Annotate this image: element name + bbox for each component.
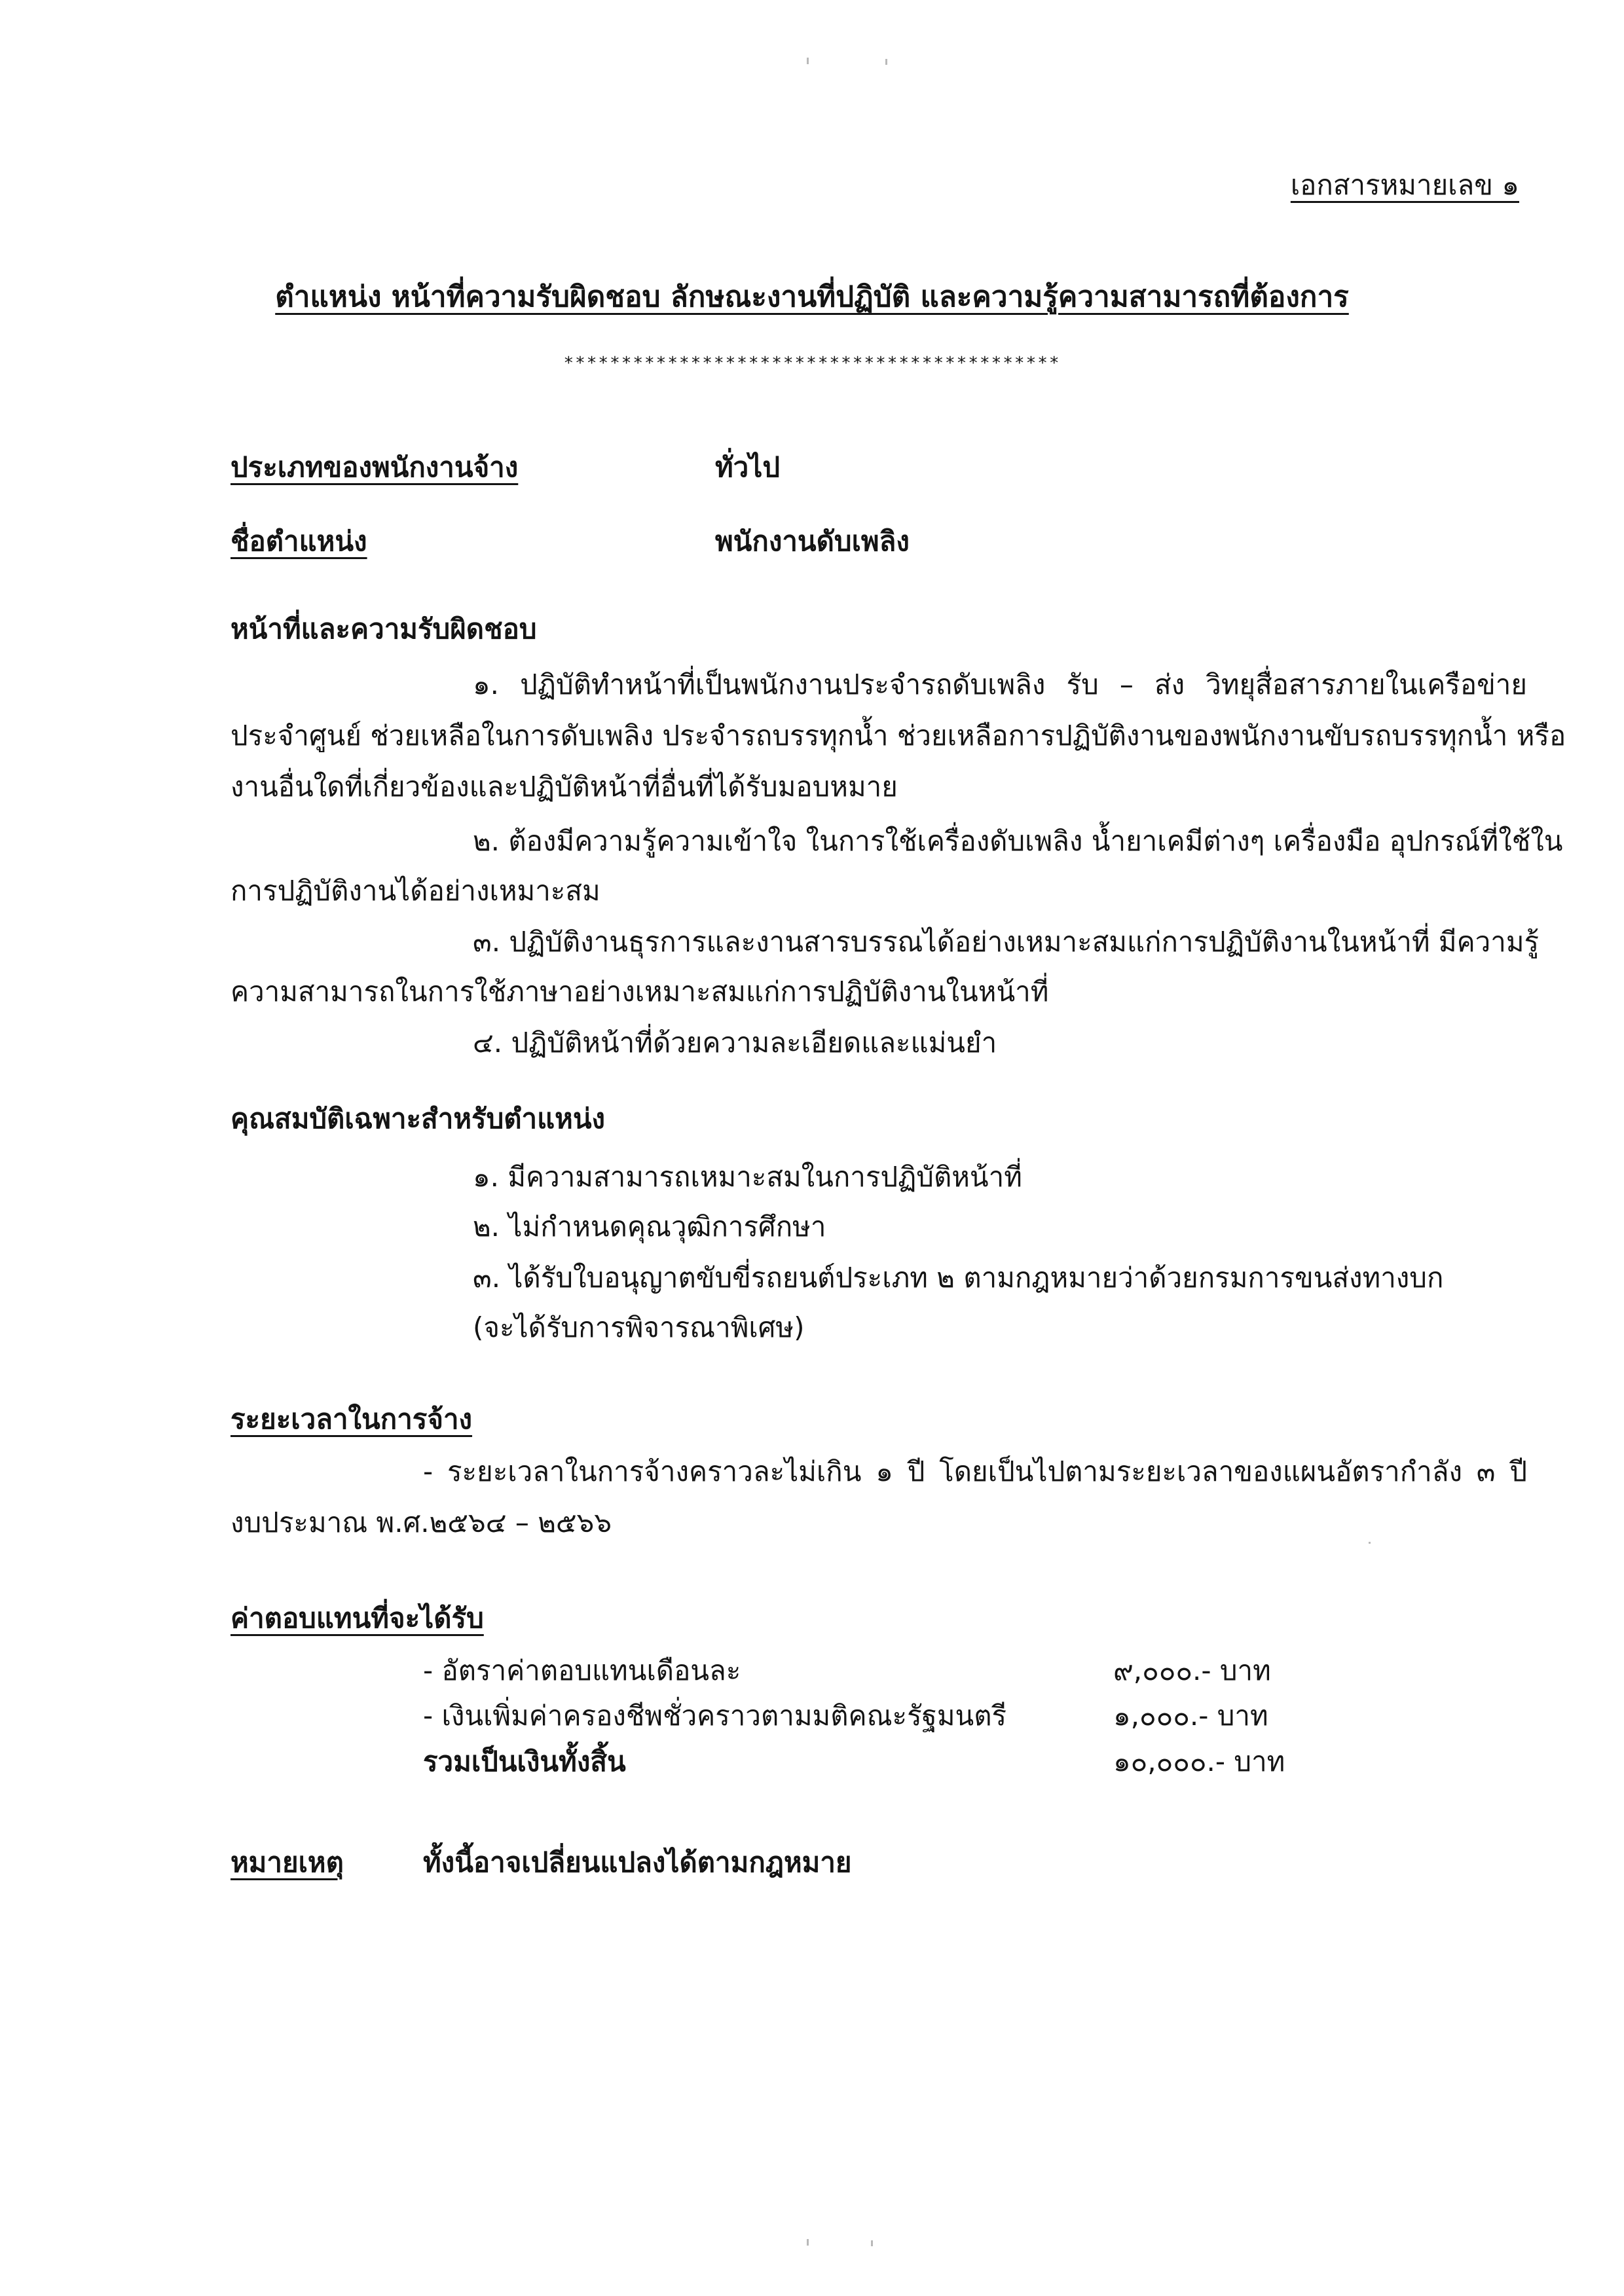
scan-speck	[1369, 1542, 1371, 1544]
scan-speck	[807, 2239, 809, 2246]
compensation-row-1-amount: ๙,๐๐๐.- บาท	[1113, 1654, 1271, 1686]
compensation-row-2-label: - เงินเพิ่มค่าครองชีพชั่วคราวตามมติคณะรัฐมนตรี	[423, 1700, 1007, 1732]
duty-item-3-line-1: ๓. ปฏิบัติงานธุรการและงานสารบรรณได้อย่างเหมาะสมแก่การปฏิบัติงานในหน้าที่ มีความรู้	[473, 926, 1540, 958]
duty-item-4: ๔. ปฏิบัติหน้าที่ด้วยความละเอียดและแม่นยำ	[473, 1027, 997, 1059]
compensation-total-amount: ๑๐,๐๐๐.- บาท	[1113, 1745, 1285, 1777]
scan-speck	[871, 2240, 873, 2246]
compensation-row-2-amount: ๑,๐๐๐.- บาท	[1113, 1700, 1268, 1732]
page-title: ตำแหน่ง หน้าที่ความรับผิดชอบ ลักษณะงานที่ปฏิบัติ และความรู้ความสามารถที่ต้องการ	[275, 280, 1349, 314]
scan-speck	[885, 59, 887, 65]
doc-number: เอกสารหมายเลข ๑	[1290, 169, 1519, 201]
remark-label: หมายเหตุ	[231, 1846, 344, 1878]
scan-speck	[807, 58, 809, 64]
employment-period-line-1: - ระยะเวลาในการจ้างคราวละไม่เกิน ๑ ปี โดยเป็นไปตามระยะเวลาของแผนอัตรากำลัง ๓ ปี	[423, 1455, 1527, 1487]
qualification-item-3-note: (จะได้รับการพิจารณาพิเศษ)	[473, 1311, 805, 1343]
duty-item-1-line-3: งานอื่นใดที่เกี่ยวข้องและปฏิบัติหน้าที่อื่นที่ได้รับมอบหมาย	[231, 771, 898, 803]
compensation-total-label: รวมเป็นเงินทั้งสิ้น	[423, 1745, 626, 1777]
duty-item-1-line-2: ประจำศูนย์ ช่วยเหลือในการดับเพลิง ประจำรถบรรทุกน้ำ ช่วยเหลือการปฏิบัติงานของพนักงานขับรถบรรทุกน้ำ หรือ	[231, 720, 1566, 752]
remark-text: ทั้งนี้อาจเปลี่ยนแปลงได้ตามกฎหมาย	[423, 1846, 852, 1878]
employment-period-line-2: งบประมาณ พ.ศ.๒๕๖๔ – ๒๕๖๖	[231, 1506, 612, 1539]
duty-item-2-line-2: การปฏิบัติงานได้อย่างเหมาะสม	[231, 875, 600, 907]
qualification-item-3: ๓. ได้รับใบอนุญาตขับขี่รถยนต์ประเภท ๒ ตามกฎหมายว่าด้วยกรมการขนส่งทางบก	[473, 1262, 1444, 1294]
duty-item-2-line-1: ๒. ต้องมีความรู้ความเข้าใจ ในการใช้เครื่องดับเพลิง น้ำยาเคมีต่างๆ เครื่องมือ อุปกรณ์ที่ใช้ใน	[473, 825, 1563, 857]
duties-heading: หน้าที่และความรับผิดชอบ	[231, 613, 537, 645]
compensation-row-1-label: - อัตราค่าตอบแทนเดือนละ	[423, 1654, 741, 1686]
employment-period-heading: ระยะเวลาในการจ้าง	[231, 1403, 473, 1435]
employee-type-value: ทั่วไป	[715, 451, 781, 483]
compensation-heading: ค่าตอบแทนที่จะได้รับ	[231, 1602, 484, 1634]
qualification-item-1: ๑. มีความสามารถเหมาะสมในการปฏิบัติหน้าที่	[473, 1161, 1022, 1193]
qualifications-heading: คุณสมบัติเฉพาะสำหรับตำแหน่ง	[231, 1102, 606, 1135]
duty-item-3-line-2: ความสามารถในการใช้ภาษาอย่างเหมาะสมแก่การปฏิบัติงานในหน้าที่	[231, 975, 1049, 1008]
position-name-value: พนักงานดับเพลิง	[715, 525, 910, 557]
separator-stars: *******************************************	[563, 354, 1061, 373]
employee-type-label: ประเภทของพนักงานจ้าง	[231, 451, 519, 483]
duty-item-1-line-1: ๑. ปฏิบัติทำหน้าที่เป็นพนักงานประจำรถดับเพลิง รับ – ส่ง วิทยุสื่อสารภายในเครือข่าย	[473, 668, 1527, 701]
position-name-label: ชื่อตำแหน่ง	[231, 525, 367, 557]
qualification-item-2: ๒. ไม่กำหนดคุณวุฒิการศึกษา	[473, 1211, 826, 1243]
